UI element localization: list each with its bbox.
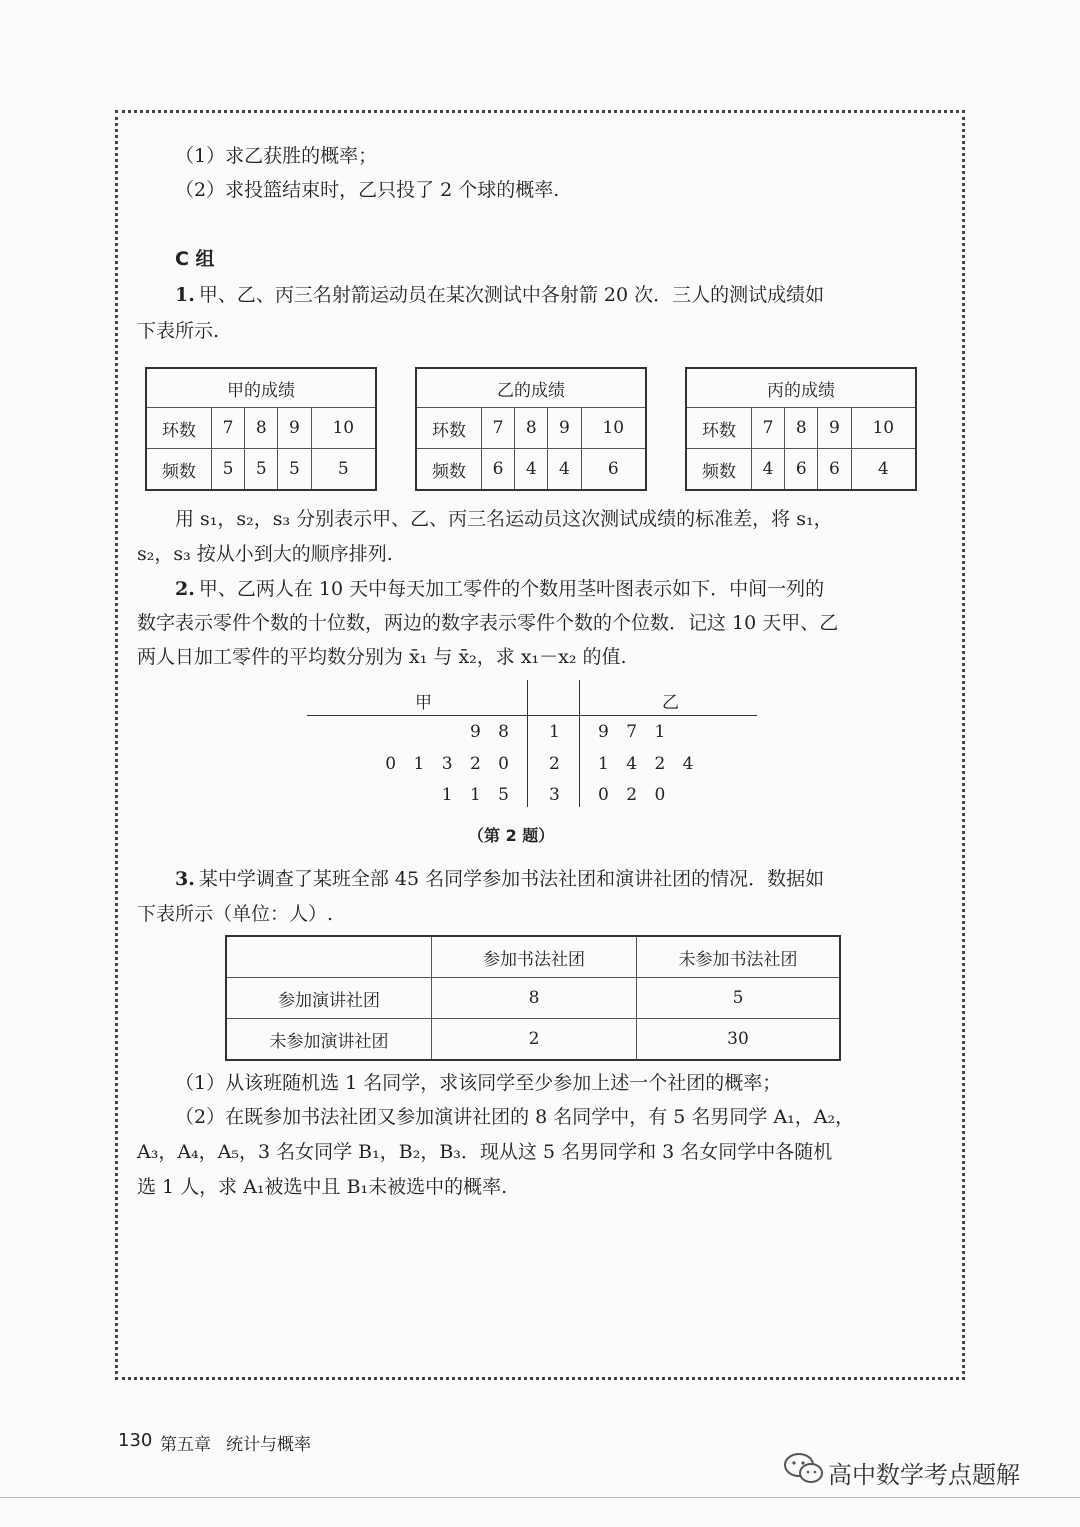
p1-num: 1. bbox=[175, 284, 195, 306]
p2-line1 bbox=[175, 580, 824, 599]
table-yi-ring: 8 bbox=[515, 408, 548, 449]
club-table-col2: 未参加书法社团 bbox=[637, 936, 841, 978]
table-yi-ring: 10 bbox=[581, 408, 646, 449]
table-bing-freq: 4 bbox=[851, 449, 916, 491]
p2-caption: （第 2 题） bbox=[468, 826, 555, 845]
table-yi-label-rings: 环数 bbox=[416, 408, 482, 449]
wechat-icon bbox=[782, 1450, 826, 1486]
p1-line1 bbox=[175, 286, 824, 305]
table-jia-freq: 5 bbox=[212, 449, 245, 491]
p3-q1: （1）从该班随机选 1 名同学，求该同学至少参加上述一个社团的概率； bbox=[175, 1072, 782, 1094]
table-bing-ring: 7 bbox=[752, 408, 785, 449]
table-yi-freq: 4 bbox=[548, 449, 581, 491]
p2-line2: 数字表示零件个数的十位数，两边的数字表示零件个数的个位数．记这 10 天甲、乙 bbox=[137, 612, 839, 634]
club-table-cell: 30 bbox=[637, 1019, 841, 1061]
top-q2: （2）求投篮结束时，乙只投了 2 个球的概率. bbox=[175, 179, 560, 201]
table-yi-freq: 4 bbox=[515, 449, 548, 491]
table-bing-ring: 8 bbox=[785, 408, 818, 449]
stem-left-header: 甲 bbox=[415, 693, 432, 713]
p3-q2b: A₃，A₄，A₅，3 名女同学 B₁，B₂，B₃．现从这 5 名男同学和 3 名女同学中各随机 bbox=[137, 1141, 833, 1163]
page-number: 130 bbox=[118, 1430, 153, 1451]
p3-q2c: 选 1 人，求 A₁被选中且 B₁未被选中的概率. bbox=[137, 1176, 508, 1198]
club-table-col1: 参加书法社团 bbox=[432, 936, 637, 978]
table-bing-title: 丙的成绩 bbox=[686, 368, 916, 408]
chapter-title: 统计与概率 bbox=[226, 1435, 311, 1455]
table-yi-freq: 6 bbox=[581, 449, 646, 491]
stem-hline bbox=[307, 715, 757, 716]
table-jia-ring: 10 bbox=[311, 408, 376, 449]
p3-line1 bbox=[175, 870, 824, 889]
club-table-cell: 2 bbox=[432, 1019, 637, 1061]
stem-leaf-right: 0 2 0 bbox=[598, 785, 672, 805]
table-bing-freq: 4 bbox=[752, 449, 785, 491]
p3-q2a: （2）在既参加书法社团又参加演讲社团的 8 名同学中，有 5 名男同学 A₁，A₂， bbox=[175, 1106, 855, 1128]
group-c-heading: C 组 bbox=[175, 248, 215, 270]
stem-leaf-left: 1 1 5 bbox=[441, 785, 515, 805]
stem-value: 2 bbox=[549, 754, 560, 774]
stem-value: 1 bbox=[549, 722, 560, 742]
p1-after2: s₂，s₃ 按从小到大的顺序排列. bbox=[137, 543, 393, 565]
table-yi-label-freq: 频数 bbox=[416, 449, 482, 491]
table-yi-title: 乙的成绩 bbox=[416, 368, 646, 408]
table-jia-ring: 8 bbox=[245, 408, 278, 449]
table-jia-freq: 5 bbox=[245, 449, 278, 491]
table-bing bbox=[685, 367, 917, 491]
table-yi-ring: 7 bbox=[482, 408, 515, 449]
stem-right-header: 乙 bbox=[662, 693, 679, 713]
stem-leaf-right: 1 4 2 4 bbox=[598, 754, 700, 774]
p1-text1: 甲、乙、丙三名射箭运动员在某次测试中各射箭 20 次．三人的测试成绩如 bbox=[198, 284, 825, 306]
club-table-corner bbox=[226, 936, 432, 978]
chapter-label: 第五章 bbox=[160, 1435, 211, 1455]
bottom-divider bbox=[0, 1497, 1080, 1498]
table-bing-freq: 6 bbox=[818, 449, 851, 491]
table-jia-freq: 5 bbox=[278, 449, 311, 491]
table-jia-title: 甲的成绩 bbox=[146, 368, 376, 408]
table-jia-ring: 9 bbox=[278, 408, 311, 449]
table-yi-freq: 6 bbox=[482, 449, 515, 491]
table-jia-freq: 5 bbox=[311, 449, 376, 491]
table-jia-ring: 7 bbox=[212, 408, 245, 449]
p2-text1: 甲、乙两人在 10 天中每天加工零件的个数用茎叶图表示如下．中间一列的 bbox=[198, 578, 825, 600]
table-yi-ring: 9 bbox=[548, 408, 581, 449]
club-table bbox=[225, 935, 841, 1061]
table-bing-label-freq: 频数 bbox=[686, 449, 752, 491]
top-q1: （1）求乙获胜的概率； bbox=[175, 145, 378, 167]
p2-line3: 两人日加工零件的平均数分别为 x̄₁ 与 x̄₂，求 x₁－x₂ 的值. bbox=[137, 646, 627, 668]
watermark-text: 高中数学考点题解 bbox=[828, 1461, 1020, 1489]
club-table-cell: 5 bbox=[637, 978, 841, 1019]
stem-vline-left bbox=[527, 680, 528, 807]
table-bing-freq: 6 bbox=[785, 449, 818, 491]
p1-after1: 用 s₁，s₂，s₃ 分别表示甲、乙、丙三名运动员这次测试成绩的标准差，将 s₁， bbox=[175, 508, 833, 530]
p1-line2: 下表所示. bbox=[137, 320, 220, 342]
table-jia-label-freq: 频数 bbox=[146, 449, 212, 491]
p2-num: 2. bbox=[175, 578, 195, 600]
stem-leaf-right: 9 7 1 bbox=[598, 722, 672, 742]
p3-line2: 下表所示（单位：人）. bbox=[137, 903, 334, 925]
p3-text1: 某中学调查了某班全部 45 名同学参加书法社团和演讲社团的情况．数据如 bbox=[198, 868, 825, 890]
stem-leaf-left: 0 1 3 2 0 bbox=[385, 754, 515, 774]
stem-leaf-left: 9 8 bbox=[469, 722, 515, 742]
table-jia bbox=[145, 367, 377, 491]
club-table-cell: 8 bbox=[432, 978, 637, 1019]
table-jia-label-rings: 环数 bbox=[146, 408, 212, 449]
stem-vline-right bbox=[579, 680, 580, 807]
club-table-row-label: 未参加演讲社团 bbox=[226, 1019, 432, 1061]
table-bing-ring: 9 bbox=[818, 408, 851, 449]
stem-value: 3 bbox=[549, 785, 560, 805]
club-table-row-label: 参加演讲社团 bbox=[226, 978, 432, 1019]
table-bing-label-rings: 环数 bbox=[686, 408, 752, 449]
p3-num: 3. bbox=[175, 868, 195, 890]
table-bing-ring: 10 bbox=[851, 408, 916, 449]
table-yi bbox=[415, 367, 647, 491]
